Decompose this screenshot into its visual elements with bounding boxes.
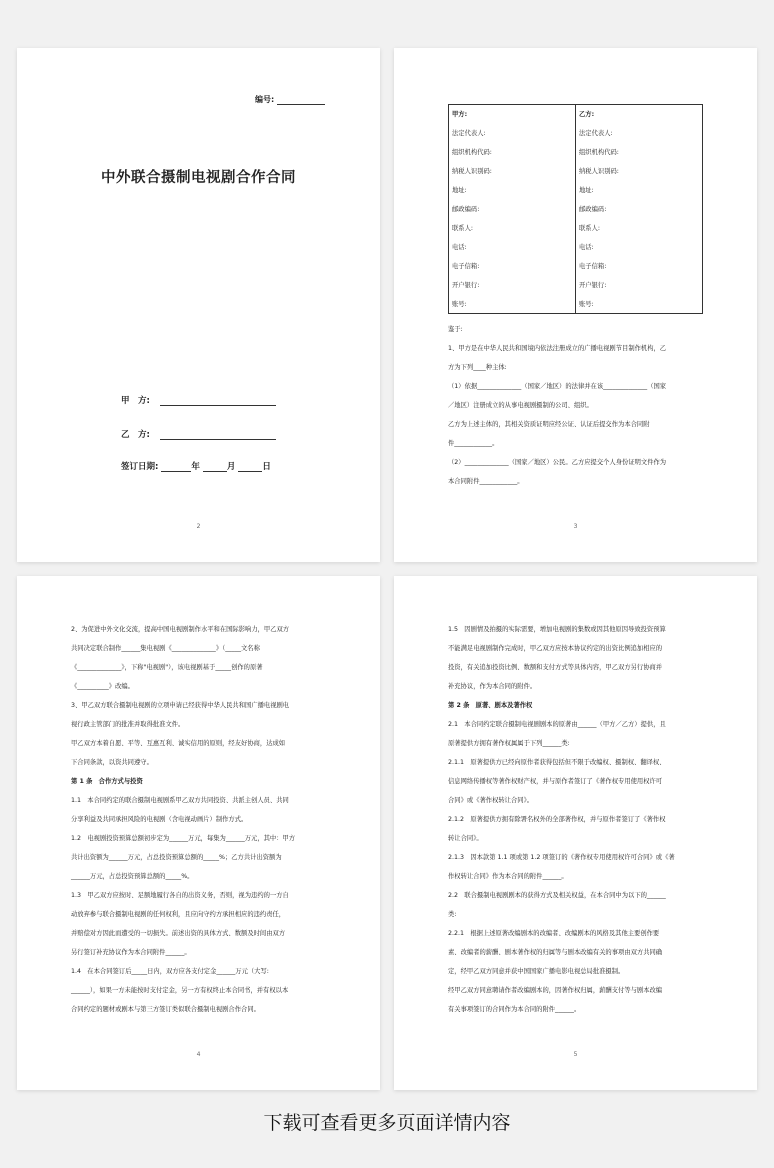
text-line: 2.2 联合摄制电视剧剧本的获得方式及相关权益，在本合同中为以下的______ [448,892,666,899]
text-line: 鉴于: [448,326,463,333]
text-line: （1）依据______________（国家／地区）的法律并在该______________（国家 [448,383,667,390]
day-label: 日 [262,462,271,472]
text-line: 1.4 在本合同签订后_____日内，双方应各支付定金______万元（大写: [71,968,269,975]
text-line: 2.2.1 根据上述原著改编剧本的改编者、改编剧本的风格及其他主要创作要 [448,930,660,937]
party-b-field-label: 邮政编码: [579,206,607,213]
party-a-field-label: 开户银行: [452,282,480,289]
party-a-row [121,394,276,406]
page-number: 4 [196,1051,201,1058]
party-a-field-label: 纳税人识别码: [452,168,492,175]
party-b-field-label: 地址: [579,187,594,194]
party-a-column [449,105,575,313]
party-a-heading: 甲方: [452,111,468,118]
download-caption: 下载可查看更多页面详情内容 [263,1112,511,1134]
party-a-blank [160,396,276,406]
party-b-field-label: 纳税人识别码: [579,168,619,175]
party-a-field-label: 地址: [452,187,467,194]
day-blank [238,462,262,472]
text-line: 合同》或《著作权转让合同》。 [448,797,534,804]
party-a-field-label: 法定代表人: [452,130,486,137]
contract-number-field [255,94,325,105]
text-line: 定，经甲乙双方同意并获中国国家广播电影电视总局批准摄制。 [448,968,625,975]
sign-date-label: 签订日期: [121,462,159,472]
text-line: 共计出资额为______万元，占总投资预算总额的_____%；乙方共计出资额为 [71,854,282,861]
document-title: 中外联合摄制电视剧合作合同 [101,170,296,186]
page-number: 2 [196,523,201,530]
text-line: 作权转让合同》作为本合同的附件______。 [448,873,568,880]
party-a-label: 甲 方: [121,396,150,406]
party-a-field-label: 账号: [452,301,467,308]
document-page-parties [394,48,757,562]
text-line: 件____________。 [448,440,499,447]
party-b-column [575,105,702,313]
party-b-field-label: 开户银行: [579,282,607,289]
text-line: 有关事项签订的合同作为本合同的附件______。 [448,1006,581,1013]
party-a-field-label: 邮政编码: [452,206,480,213]
text-line: 1.5 因剧情及拍摄的实际需要，增加电视剧的集数或因其他原因导致投资预算 [448,626,666,633]
party-a-field-label: 电话: [452,244,467,251]
sign-date-row [121,460,271,472]
text-line: 原著提供方拥有著作权属属于下列______类: [448,740,570,747]
text-line: 共同决定联合制作______集电视剧《______________》（_____文名称 [71,645,260,652]
party-a-field-label: 组织机构代码: [452,149,492,156]
text-line: ／地区）注册成立的从事电视剧摄制的公司、组织。 [448,402,593,409]
text-line: 1.2 电视剧投资预算总额初步定为______万元，每集为______万元，其中：甲方 [71,835,296,842]
text-line: 2.1 本合同约定联合摄制电视剧剧本的原著由______（甲方／乙方）提供，且 [448,721,666,728]
article-heading: 第 2 条 原著、剧本及著作权 [448,702,533,709]
text-line: 信息网络传播权等著作权财产权，并与原作者签订了《著作权专用使用权许可 [448,778,663,785]
text-line: 1、甲方是在中华人民共和国境内依法注册成立的广播电视剧节目制作机构，乙 [448,345,667,352]
document-page-cover [17,48,380,562]
text-line: 1.3 甲乙双方应按时、足额地履行各自的出资义务，否则，视为违约的一方自 [71,892,289,899]
month-blank [203,462,227,472]
text-line: 《______________》，下称"电视剧"），该电视剧基于_____创作的原著 [71,664,263,671]
text-line: 2、为促进中外文化交流，提高中国电视剧制作水平和在国际影响力，甲乙双方 [71,626,290,633]
article-heading: 第 1 条 合作方式与投资 [71,778,143,785]
party-a-field-label: 电子信箱: [452,263,480,270]
text-line: ______万元，占总投资预算总额的_____%。 [71,873,194,880]
parties-table [448,104,703,314]
text-line: 乙方为上述主体的，其相关资质证明应经公证、认证后提交作为本合同附 [448,421,650,428]
text-line: （2）______________（国家／地区）公民。乙方应提交个人身份证明文件作为 [448,459,667,466]
text-line: 下合同条款，以资共同遵守。 [71,759,153,766]
party-b-label: 乙 方: [121,430,150,440]
text-line: 经甲乙双方同意聘请作者改编剧本的，因著作权归属，薪酬支付等与剧本改编 [448,987,663,994]
recitals-text [448,320,706,491]
document-page-article-1 [17,576,380,1090]
page-number: 5 [573,1051,578,1058]
party-b-field-label: 联系人: [579,225,601,232]
party-a-field-label: 联系人: [452,225,474,232]
text-line: 本合同附件____________。 [448,478,524,485]
text-line: 2.1.3 因本款第 1.1 项或第 1.2 项签订的《著作权专用使用权许可合同》或《著 [448,854,675,861]
contract-number-blank [277,96,325,105]
article-2-text [448,620,706,1019]
text-line: 投资，有关追加投资比例、数额和支付方式等具体内容，甲乙双方另行协商并 [448,664,663,671]
year-blank [161,462,191,472]
document-page-article-2 [394,576,757,1090]
text-line: 视行政主管部门的批准并取得批准文件。 [71,721,185,728]
text-line: ______），如果一方未能按时支付定金，另一方有权终止本合同书，并有权以本 [71,987,289,994]
text-line: 并赔偿对方因此而遭受的一切损失。前述出资的具体方式、数额及时间由双方 [71,930,286,937]
party-b-field-label: 组织机构代码: [579,149,619,156]
text-line: 《__________》改编。 [71,683,134,690]
text-line: 转让合同》。 [448,835,483,842]
text-line: 甲乙双方本着自愿、平等、互惠互利、诚实信用的原则，经友好协商，达成如 [71,740,286,747]
article-1-text [71,620,329,1019]
text-line: 类: [448,911,457,918]
text-line: 分享利益及共同承担风险的电视剧（含电视动画片）制作方式。 [71,816,248,823]
text-line: 方为下列____种主体: [448,364,507,371]
party-b-heading: 乙方: [579,111,595,118]
party-b-field-label: 电子信箱: [579,263,607,270]
text-line: 不能满足电视剧制作完成时，甲乙双方应按本协议约定的出资比例追加相应的 [448,645,663,652]
month-label: 月 [226,462,236,472]
text-line: 素、改编者的薪酬、剧本著作权的归属等与剧本改编有关的事项由双方共同确 [448,949,663,956]
text-line: 动放弃参与联合摄制电视剧的任何权利，且应向守约方承担相应的违约责任， [71,911,286,918]
contract-number-label: 编号: [255,95,275,104]
year-label: 年 [191,462,200,472]
text-line: 合同约定的题材或剧本与第三方签订类似联合摄制电视剧合作合同。 [71,1006,260,1013]
text-line: 2.1.2 原著提供方拥有除署名权外的全部著作权，并与原作者签订了《著作权 [448,816,666,823]
text-line: 2.1.1 原著提供方已经向原作者获得包括但不限于改编权、摄制权、翻译权、 [448,759,666,766]
text-line: 补充协议，作为本合同的附件。 [448,683,537,690]
text-line: 3、甲乙双方联合摄制电视剧的立项申请已经获得中华人民共和国广播电视剧电 [71,702,290,709]
text-line: 1.1 本合同约定的联合摄制电视剧系甲乙双方共同投资、共派主创人员、共同 [71,797,289,804]
party-b-row [121,428,276,440]
party-b-field-label: 法定代表人: [579,130,613,137]
party-b-blank [160,430,276,440]
page-number: 3 [573,523,578,530]
party-b-field-label: 电话: [579,244,594,251]
text-line: 另行签订补充协议作为本合同附件______。 [71,949,191,956]
party-b-field-label: 账号: [579,301,594,308]
